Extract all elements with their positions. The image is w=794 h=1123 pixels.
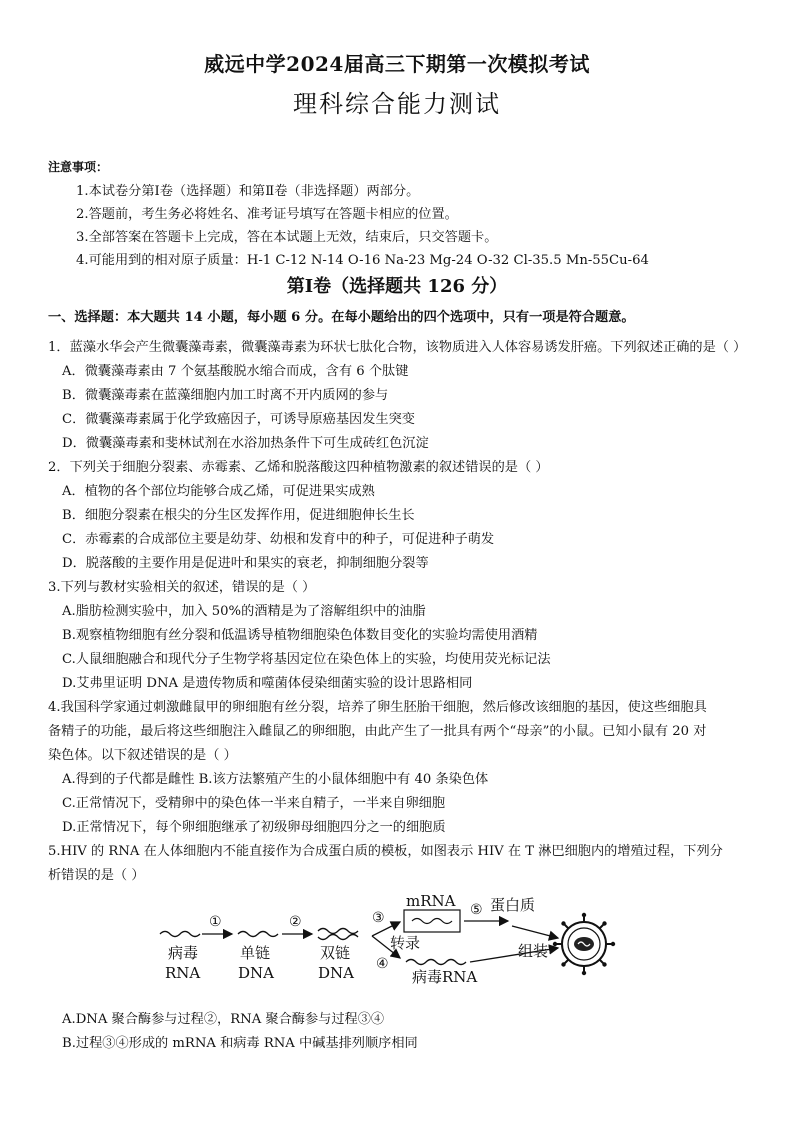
question-stem-line: 染色体。以下叙述错误的是（ ） bbox=[48, 748, 237, 763]
question-option: B．细胞分裂素在根尖的分生区发挥作用，促进细胞伸长生长 bbox=[62, 508, 415, 523]
notice-item: 2.答题前，考生务必将姓名、准考证号填写在答题卡相应的位置。 bbox=[76, 207, 458, 222]
step-1-number: ① bbox=[209, 914, 222, 930]
question-option: A.脂肪检测实验中，加入 50%的酒精是为了溶解组织中的油脂 bbox=[62, 604, 426, 619]
notice-heading: 注意事项： bbox=[48, 160, 109, 174]
question-stem-line: 5.HIV 的 RNA 在人体细胞内不能直接作为合成蛋白质的模板，如图表示 HIV 在 T 淋巴细胞内的增殖过程，下列分 bbox=[48, 844, 723, 859]
arrow-assembly-protein bbox=[512, 926, 558, 938]
question-option: C.正常情况下，受精卵中的染色体一半来自精子，一半来自卵细胞 bbox=[62, 796, 446, 811]
label-virus-rna-2: RNA bbox=[165, 964, 201, 982]
question-stem-line: 备精子的功能，最后将这些细胞注入雌鼠乙的卵细胞，由此产生了一批具有两个“母亲”的小鼠。已知小鼠有 20 对 bbox=[48, 724, 707, 739]
label-transcription: 转录 bbox=[390, 934, 421, 952]
label-assembly: 组装 bbox=[518, 942, 549, 960]
question-option: D.正常情况下，每个卵细胞继承了初级卵母细胞四分之一的细胞质 bbox=[62, 820, 446, 835]
exam-subtitle: 理科综合能力测试 bbox=[293, 90, 501, 118]
double-dna-strand-bottom bbox=[318, 935, 358, 940]
question-option: B．微囊藻毒素在蓝藻细胞内加工时离不开内质网的参与 bbox=[62, 388, 389, 403]
question-option: D.艾弗里证明 DNA 是遗传物质和噬菌体侵染细菌实验的设计思路相同 bbox=[62, 676, 473, 691]
notice-item: 1.本试卷分第Ⅰ卷（选择题）和第Ⅱ卷（非选择题）两部分。 bbox=[76, 184, 420, 199]
exam-title: 威远中学2024届高三下期第一次模拟考试 bbox=[204, 52, 590, 76]
label-double-dna-2: DNA bbox=[318, 964, 354, 982]
question-stem: 3.下列与教材实验相关的叙述，错误的是（ ） bbox=[48, 580, 316, 595]
question-option: C．微囊藻毒素属于化学致癌因子，可诱导原癌基因发生突变 bbox=[62, 412, 415, 427]
question-stem-line: 4.我国科学家通过刺激雌鼠甲的卵细胞有丝分裂，培养了卵生胚胎干细胞，然后修改该细胞的基因，使这些细胞具 bbox=[48, 700, 707, 715]
label-virus-rna-1: 病毒 bbox=[168, 944, 199, 962]
question-stem: 2．下列关于细胞分裂素、赤霉素、乙烯和脱落酸这四种植物激素的叙述错误的是（ ） bbox=[48, 460, 549, 475]
label-single-dna-2: DNA bbox=[238, 964, 274, 982]
question-option: C.人鼠细胞融合和现代分子生物学将基因定位在染色体上的实验，均使用荧光标记法 bbox=[62, 652, 551, 667]
label-mrna: mRNA bbox=[406, 892, 456, 910]
double-dna-strand-top bbox=[318, 929, 358, 934]
label-single-dna-1: 单链 bbox=[240, 944, 271, 962]
question-stem: 1．蓝藻水华会产生微囊藻毒素，微囊藻毒素为环状七肽化合物，该物质进入人体容易诱发肝癌。下列叙述正确的是（ ） bbox=[48, 340, 747, 355]
question-option: A.DNA 聚合酶参与过程②，RNA 聚合酶参与过程③④ bbox=[62, 1012, 385, 1027]
label-virus-rna-product: 病毒RNA bbox=[412, 968, 478, 986]
question-option: D．脱落酸的主要作用是促进叶和果实的衰老，抑制细胞分裂等 bbox=[62, 556, 429, 571]
question-option: A．植物的各个部位均能够合成乙烯，可促进果实成熟 bbox=[62, 484, 375, 499]
section-heading: 一、选择题：本大题共 14 小题，每小题 6 分。在每小题给出的四个选项中，只有一项是符合题意。 bbox=[48, 310, 635, 325]
virus-rna-product-strand bbox=[406, 960, 466, 965]
step-5-number: ⑤ bbox=[470, 902, 483, 918]
mrna-strand bbox=[412, 919, 452, 924]
notice-item: 3.全部答案在答题卡上完成，答在本试题上无效，结束后，只交答题卡。 bbox=[76, 230, 498, 245]
step-3-number: ③ bbox=[372, 910, 385, 926]
label-protein: 蛋白质 bbox=[490, 896, 536, 914]
virus-rna-strand bbox=[160, 932, 200, 937]
question-option: B.观察植物细胞有丝分裂和低温诱导植物细胞染色体数目变化的实验均需使用酒精 bbox=[62, 628, 538, 643]
single-dna-strand bbox=[238, 932, 278, 937]
notice-item: 4.可能用到的相对原子质量：H-1 C-12 N-14 O-16 Na-23 Mg-24 O-32 Cl-35.5 Mn-55Cu-64 bbox=[76, 253, 649, 268]
step-4-number: ④ bbox=[376, 956, 389, 972]
label-double-dna-1: 双链 bbox=[320, 944, 351, 962]
question-option: C．赤霉素的合成部位主要是幼芽、幼根和发育中的种子，可促进种子萌发 bbox=[62, 532, 495, 547]
question-option: B.过程③④形成的 mRNA 和病毒 RNA 中碱基排列顺序相同 bbox=[62, 1036, 418, 1051]
question-option: D．微囊藻毒素和斐林试剂在水浴加热条件下可生成砖红色沉淀 bbox=[62, 436, 429, 451]
hiv-virion-icon bbox=[553, 913, 615, 975]
part-one-title: 第Ⅰ卷（选择题共 126 分） bbox=[286, 276, 508, 297]
question-option: A.得到的子代都是雌性 B.该方法繁殖产生的小鼠体细胞中有 40 条染色体 bbox=[62, 772, 489, 787]
hiv-replication-diagram bbox=[150, 886, 620, 996]
question-option: A．微囊藻毒素由 7 个氨基酸脱水缩合而成，含有 6 个肽键 bbox=[62, 364, 409, 379]
question-stem-line: 析错误的是（ ） bbox=[48, 868, 145, 883]
step-2-number: ② bbox=[289, 914, 302, 930]
